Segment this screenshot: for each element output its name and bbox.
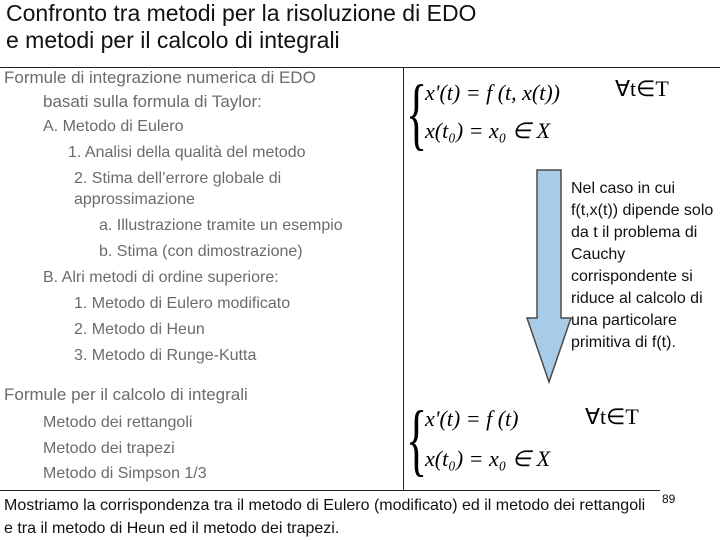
formula1-quantifier: ∀t∈T — [615, 76, 669, 101]
slide-title: Confronto tra metodi per la risoluzione di EDO e metodi per il calcolo di integrali — [6, 0, 477, 53]
formula1-line2: x(t₀) = x₀ ∈ X — [425, 118, 551, 143]
list-item: B. Alri metodi di ordine superiore: — [43, 269, 279, 286]
section1-heading-line1: Formule di integrazione numerica di EDO — [4, 68, 316, 87]
list-item: Metodo dei rettangoli — [43, 414, 193, 431]
section1-heading-line2: basati sulla formula di Taylor: — [43, 92, 262, 111]
left-brace: { — [406, 70, 428, 158]
bottom-divider — [0, 490, 660, 491]
list-item: 3. Metodo di Runge-Kutta — [74, 347, 257, 364]
list-item: 1. Metodo di Eulero modificato — [74, 295, 291, 312]
list-item: 2. Metodo di Heun — [74, 321, 205, 338]
list-item: b. Stima (con dimostrazione) — [99, 243, 303, 260]
formula2-line1: x'(t) = f (t) — [425, 406, 519, 431]
list-item: a. Illustrazione tramite un esempio — [99, 217, 343, 234]
formula1-line1: x'(t) = f (t, x(t)) — [425, 80, 560, 105]
section2-heading: Formule per il calcolo di integrali — [4, 385, 248, 404]
bottom-statement: Mostriamo la corrispondenza tra il metodo di Eulero (modificato) ed il metodo dei rettangoli e tra il metodo di Heun ed il metodo dei trapezi. — [4, 497, 646, 537]
cauchy-note: Nel caso in cui f(t,x(t)) dipende solo da t il problema di Cauchy corrispondente si riduce al calcolo di una particolare primitiva di f(t). — [571, 180, 714, 351]
formula2-line2: x(t₀) = x₀ ∈ X — [425, 446, 551, 471]
list-item: Metodo di Simpson 1/3 — [43, 465, 207, 482]
down-arrow-icon — [525, 168, 573, 386]
vertical-divider — [403, 67, 404, 490]
list-item: A. Metodo di Eulero — [43, 118, 184, 135]
formula2-quantifier: ∀t∈T — [585, 404, 639, 429]
left-brace: { — [406, 396, 428, 484]
list-item: 1. Analisi della qualità del metodo — [68, 144, 306, 161]
list-item: 2. Stima dell’errore globale di — [74, 170, 282, 187]
page-number: 89 — [662, 492, 676, 506]
list-item: approssimazione — [74, 191, 195, 208]
list-item: Metodo dei trapezi — [43, 440, 175, 457]
